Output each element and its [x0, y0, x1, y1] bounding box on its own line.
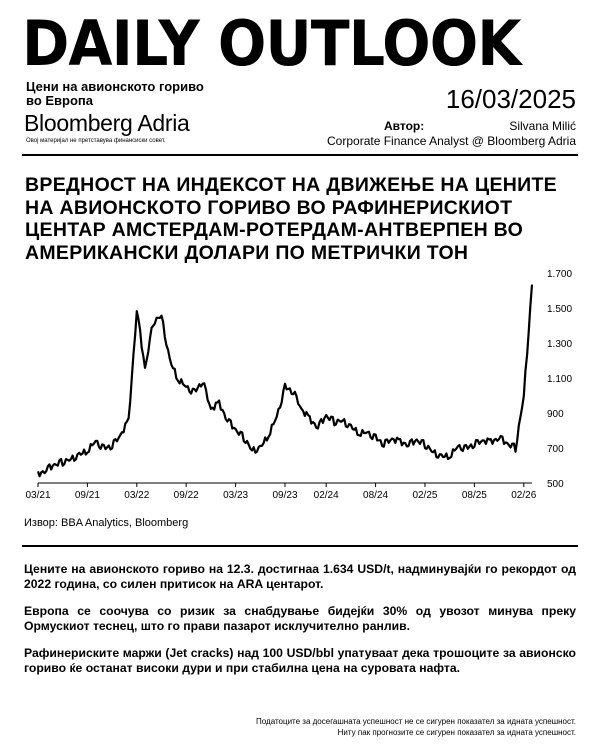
paragraph-3: Рафинериските маржи (Jet cracks) над 100 USD/bbl упатуваат дека трошоците за авионско гориво ќе останат високи дури и при стабилна цена на суровата нафта.	[24, 646, 576, 675]
top-divider	[22, 154, 578, 156]
author-role: Corporate Finance Analyst @ Bloomberg Adria	[327, 134, 576, 148]
x-tick-label: 02/24	[313, 490, 339, 501]
x-tick-label: 02/26	[511, 490, 537, 501]
middle-divider	[22, 545, 578, 547]
author-name: Silvana Milić	[509, 119, 576, 133]
x-tick-label: 09/21	[74, 490, 100, 501]
paragraph-1: Цените на авионското гориво на 12.3. достигнаа 1.634 USD/t, надминувајќи го рекордот од 2022 година, со силен притисок на ARA центарот.	[24, 562, 576, 591]
jet-fuel-price-line	[38, 285, 532, 477]
x-tick-label: 09/23	[272, 490, 298, 501]
report-title: DAILY OUTLOOK	[22, 7, 521, 80]
y-tick-label: 1.300	[547, 339, 573, 350]
chart-headline: ВРЕДНОСТ НА ИНДЕКСОТ НА ДВИЖЕЊЕ НА ЦЕНИТЕ НА АВИОНСКОТО ГОРИВО ВО РАФИНЕРИСКИОТ ЦЕНТАР АМСТЕРДАМ-РОТЕРДАМ-АНТВЕРПЕН ВО АМЕРИКАНСКИ ДОЛАРИ ПО МЕТРИЧКИ ТОН	[25, 174, 557, 264]
x-tick-label: 08/24	[363, 490, 389, 501]
report-date: 16/03/2025	[445, 84, 576, 114]
paragraph-2: Европа се соочува со ризик за снабдување бидејќи 30% од увозот минува преку Ормускиот теснец, што го прави пазарот исклучително ранлив.	[24, 604, 576, 633]
disclaimer-text: Овој материјал не претставува финансиски совет.	[26, 138, 166, 144]
price-chart	[20, 262, 580, 512]
author-label: Автор:	[384, 119, 425, 133]
y-tick-label: 500	[547, 479, 564, 490]
footer-line-1: Податоците за досегашната успешност не се сигурен показател за идната успешност.	[256, 717, 576, 726]
x-tick-label: 08/25	[461, 490, 487, 501]
source-note: Извор: BBA Analytics, Bloomberg	[24, 517, 189, 529]
x-tick-label: 03/22	[124, 490, 150, 501]
x-tick-label: 09/22	[173, 490, 199, 501]
y-tick-label: 700	[547, 444, 564, 455]
x-tick-label: 03/21	[25, 490, 51, 501]
y-tick-label: 900	[547, 409, 564, 420]
x-tick-label: 03/23	[223, 490, 249, 501]
report-subtitle: Цени на авионското гориво во Европа	[26, 79, 204, 108]
y-tick-label: 1.100	[547, 374, 573, 385]
x-tick-label: 02/25	[412, 490, 438, 501]
footer-line-2: Ниту пак прогнозите се сигурен показател за идната успешност.	[337, 728, 576, 737]
y-tick-label: 1.700	[547, 269, 573, 280]
brand-logo: Bloomberg Adria	[24, 110, 190, 136]
y-tick-label: 1.500	[547, 304, 573, 315]
